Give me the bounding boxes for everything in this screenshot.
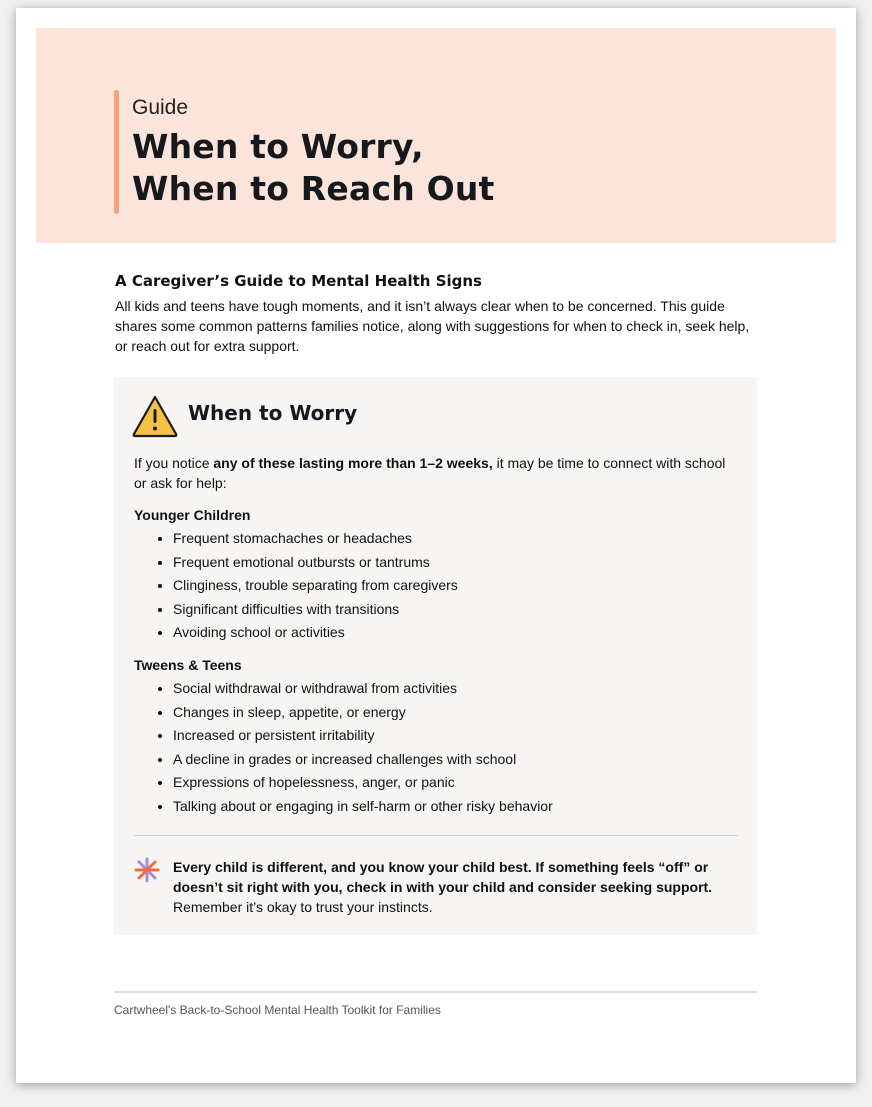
callout-note-rest: Remember it’s okay to trust your instincts. xyxy=(173,899,433,915)
card-lead-suffix: it may be time to connect with school or ask for help: xyxy=(134,455,726,491)
list-tweens-teens xyxy=(134,677,553,818)
page-title-line-1: When to Worry, xyxy=(132,127,424,166)
callout-note-bold: Every child is different, and you know your child best. If something feels “off” or doesn’t sit right with you, check in with your child and consider seeking support. xyxy=(173,859,713,895)
page-title-line-2: When to Reach Out xyxy=(132,169,495,208)
list-item: • Expressions of hopelessness, anger, or panic xyxy=(173,771,553,795)
card-divider xyxy=(134,835,738,836)
list-item: • Avoiding school or activities xyxy=(173,621,458,645)
hero-accent-bar xyxy=(114,90,119,214)
list-item: • Social withdrawal or withdrawal from activities xyxy=(173,677,553,701)
card-lead-prefix: If you notice xyxy=(134,455,214,471)
group-heading-younger: Younger Children xyxy=(134,507,251,523)
warning-triangle-icon xyxy=(131,394,179,438)
footer-divider xyxy=(114,991,757,993)
hero-kicker: Guide xyxy=(132,96,189,119)
group-heading-tweens: Tweens & Teens xyxy=(134,657,242,673)
list-item: • Clinginess, trouble separating from caregivers xyxy=(173,574,458,598)
list-item: • Frequent stomachaches or headaches xyxy=(173,527,458,551)
callout-note xyxy=(173,857,743,917)
card-lead xyxy=(134,453,739,493)
list-item: • Talking about or engaging in self-harm or other risky behavior xyxy=(173,795,553,819)
page-title xyxy=(132,126,495,210)
intro-heading: A Caregiver’s Guide to Mental Health Signs xyxy=(115,272,482,290)
when-to-worry-card xyxy=(114,377,757,935)
sparkle-asterisk-icon xyxy=(134,857,160,883)
footer-text: Cartwheel's Back-to-School Mental Health Toolkit for Families xyxy=(114,1003,441,1017)
intro-text: All kids and teens have tough moments, and it isn’t always clear when to be concerned. This guide shares some common patterns families notice, along with suggestions for when to check in, seek help, or reach out for extra support. xyxy=(115,298,750,354)
list-item: • Increased or persistent irritability xyxy=(173,724,553,748)
list-item: • Significant difficulties with transitions xyxy=(173,598,458,622)
document-page xyxy=(16,8,856,1083)
card-title: When to Worry xyxy=(188,401,358,425)
list-item: • Changes in sleep, appetite, or energy xyxy=(173,701,553,725)
list-item: • Frequent emotional outbursts or tantrums xyxy=(173,551,458,575)
intro-section xyxy=(115,272,755,356)
list-younger-children xyxy=(134,527,458,645)
hero-banner xyxy=(36,28,836,243)
card-lead-bold: any of these lasting more than 1–2 weeks, xyxy=(213,455,493,471)
list-item: • A decline in grades or increased challenges with school xyxy=(173,748,553,772)
